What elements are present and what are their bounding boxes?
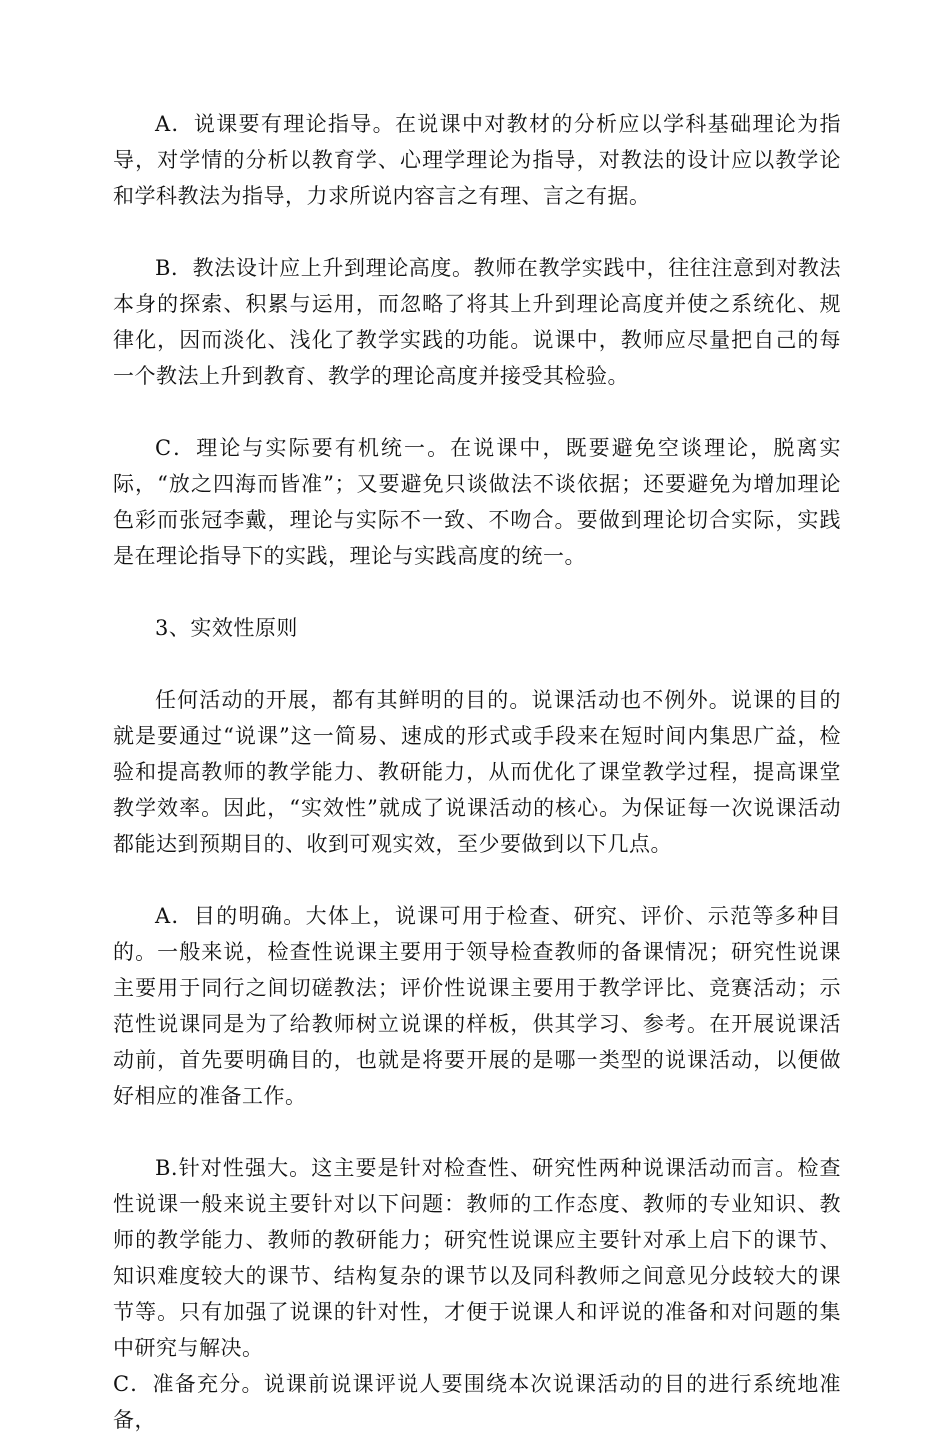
paragraph-theory-practice: C．理论与实际要有机统一。在说课中，既要避免空谈理论，脱离实际，“放之四海而皆准”；又要避免只谈做法不谈依据；还要避免为增加理论色彩而张冠李戴，理论与实际不一致、不吻合。要做到理论切合实际，实践是在理论指导下的实践，理论与实践高度的统一。 (113, 436, 841, 568)
paragraph-clear-purpose: A．目的明确。大体上，说课可用于检查、研究、评价、示范等多种目的。一般来说，检查性说课主要用于领导检查教师的备课情况；研究性说课主要用于同行之间切磋教法；评价性说课主要用于教学评比、竞赛活动；示范性说课同是为了给教师树立说课的样板，供其学习、参考。在开展说课活动前，首先要明确目的，也就是将要开展的是哪一类型的说课活动，以便做好相应的准备工作。 (113, 904, 841, 1108)
paragraph-activity-purpose: 任何活动的开展，都有其鲜明的目的。说课活动也不例外。说课的目的就是要通过“说课”这一简易、速成的形式或手段来在短时间内集思广益，检验和提高教师的教学能力、教研能力，从而优化了课堂教学过程，提高课堂教学效率。因此，“实效性”就成了说课活动的核心。为保证每一次说课活动都能达到预期目的、收到可观实效，至少要做到以下几点。 (113, 688, 841, 856)
paragraph-theory-guidance: A．说课要有理论指导。在说课中对教材的分析应以学科基础理论为指导，对学情的分析以教育学、心理学理论为指导，对教法的设计应以教学论和学科教法为指导，力求所说内容言之有理、言之有据。 (113, 112, 841, 208)
paragraph-gap (113, 214, 841, 250)
paragraph-method-design: B．教法设计应上升到理论高度。教师在教学实践中，往往注意到对教法本身的探索、积累与运用，而忽略了将其上升到理论高度并使之系统化、规律化，因而淡化、浅化了教学实践的功能。说课中，教师应尽量把自己的每一个教法上升到教育、教学的理论高度并接受其检验。 (113, 256, 841, 388)
paragraph-gap (113, 1114, 841, 1150)
paragraph-gap (113, 574, 841, 610)
paragraph-gap (113, 646, 841, 682)
paragraph-gap (113, 394, 841, 430)
section-heading-effectiveness: 3、实效性原则 (155, 616, 298, 640)
document-body (113, 106, 841, 1438)
paragraph-gap (113, 862, 841, 898)
paragraph-preparation: C．准备充分。说课前说课评说人要围绕本次说课活动的目的进行系统地准备， (113, 1372, 841, 1432)
paragraph-targeted: B.针对性强大。这主要是针对检查性、研究性两种说课活动而言。检查性说课一般来说主要针对以下问题：教师的工作态度、教师的专业知识、教师的教学能力、教师的教研能力；研究性说课应主要针对承上启下的课节、知识难度较大的课节、结构复杂的课节以及同科教师之间意见分歧较大的课节等。只有加强了说课的针对性，才便于说课人和评说的准备和对问题的集中研究与解决。 (113, 1156, 841, 1360)
